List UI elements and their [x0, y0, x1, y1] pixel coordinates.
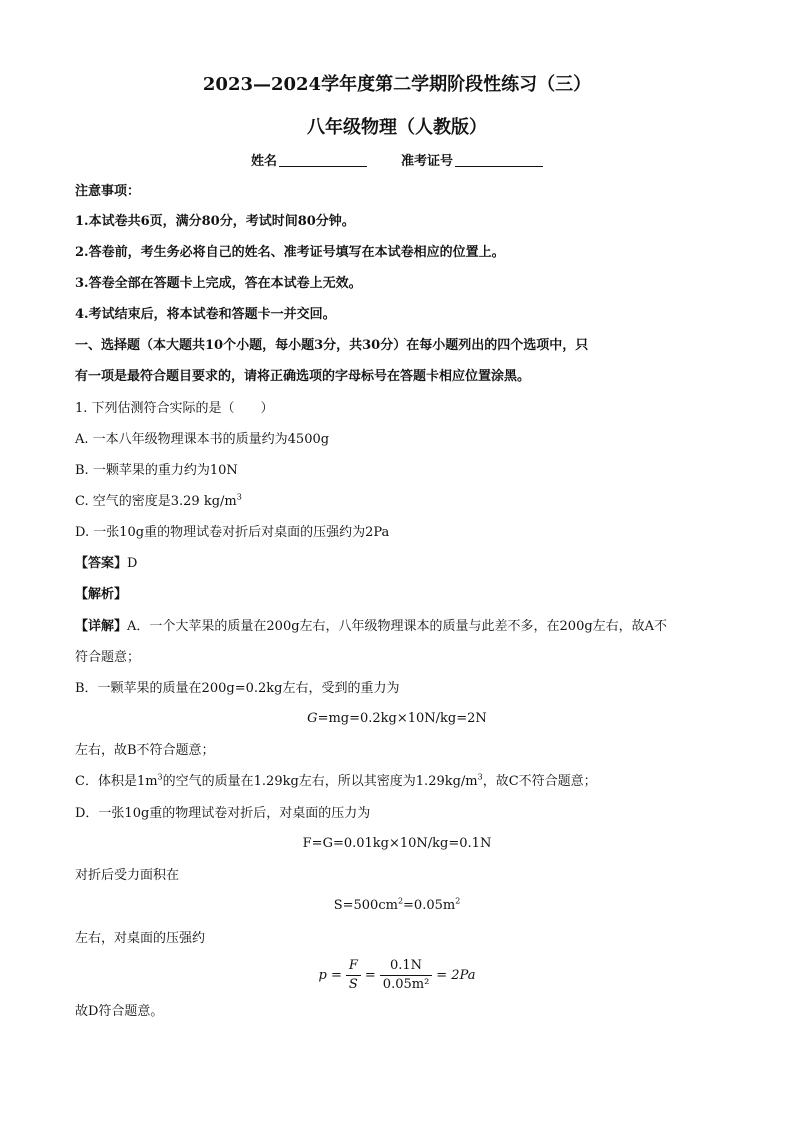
formula-gravity: G=mg=0.2kg×10N/kg=2N — [307, 711, 487, 726]
id-label: 准考证号 — [401, 154, 454, 169]
detail-c-line: C．体积是$1m^3$的空气的质量在1.29kg左右，所以其密度为$1.29kg/m^3$，故C不符合题意； — [75, 772, 597, 789]
analysis-tag: 【解析】 — [75, 587, 128, 602]
option-b: B. 一颗苹果的重力约为10N — [75, 463, 238, 478]
detail-d-line2: 对折后受力面积在 — [75, 868, 180, 883]
formula-area: $S=500cm^2=0.05m^2$ — [333, 896, 461, 913]
notes-heading: 注意事项： — [75, 184, 141, 199]
answer-value: D — [127, 556, 138, 571]
note-item-4: 4.考试结束后，将本试卷和答题卡一并交回。 — [75, 307, 336, 322]
section1-intro-line2: 有一项是最符合题目要求的，请将正确选项的字母标号在答题卡相应位置涂黑。 — [75, 369, 531, 384]
name-label: 姓名 — [250, 154, 277, 169]
answer-tag: 【答案】 — [75, 556, 128, 571]
detail-a-line2: 符合题意； — [75, 650, 141, 665]
formula-pressure: p = $\frac{F}{S}$ = $\frac{0.1N}{\text{0.05m²}}$ = 2Pa — [318, 957, 476, 992]
id-blank — [455, 152, 543, 167]
note-item-1: 1.本试卷共6页，满分80分，考试时间80分钟。 — [75, 214, 355, 229]
detail-b-line2: 左右，故B不符合题意； — [75, 743, 215, 758]
question-stem: 1. 下列估测符合实际的是（ ） — [75, 401, 274, 416]
pressure-lhs: p = — [318, 967, 342, 983]
exam-title: 2023—2024学年度第二学期阶段性练习（三） — [202, 74, 592, 95]
section1-intro-line1: 一、选择题（本大题共10个小题，每小题3分，共30分）在每小题列出的四个选项中，只 — [75, 338, 589, 353]
detail-a-line1: 【详解】A．一个大苹果的质量在200g左右，八年级物理课本的质量与此差不多，在200g左右，故A不 — [75, 619, 668, 634]
note-item-2: 2.答卷前，考生务必将自己的姓名、准考证号填写在本试卷相应的位置上。 — [75, 245, 505, 260]
candidate-info-row — [0, 150, 794, 169]
answer-line — [75, 555, 137, 573]
conclusion-line: 故D符合题意。 — [75, 1004, 164, 1019]
detail-d-line1: D．一张10g重的物理试卷对折后，对桌面的压力为 — [75, 806, 371, 821]
fraction-f-over-s: $\frac{F}{S}$ — [346, 957, 361, 994]
name-blank — [279, 152, 367, 167]
option-a: A. 一本八年级物理课本书的质量约为4500g — [75, 432, 330, 447]
detail-b-line1: B．一颗苹果的质量在200g=0.2kg左右，受到的重力为 — [75, 681, 400, 696]
pressure-result: = 2Pa — [436, 967, 476, 983]
option-d: D. 一张10g重的物理试卷对折后对桌面的压强约为2Pa — [75, 525, 390, 540]
detail-d-line3: 左右，对桌面的压强约 — [75, 931, 206, 946]
note-item-3: 3.答卷全部在答题卡上完成，答在本试卷上无效。 — [75, 276, 362, 291]
formula-force: F=G=0.01kg×10N/kg=0.1N — [302, 836, 492, 851]
option-c: C. 空气的密度是3.29 $kg/m^3$ — [75, 492, 242, 509]
fraction-values: $\frac{0.1N}{\text{0.05m²}}$ — [380, 957, 432, 994]
exam-subtitle: 八年级物理（人教版） — [307, 117, 487, 138]
